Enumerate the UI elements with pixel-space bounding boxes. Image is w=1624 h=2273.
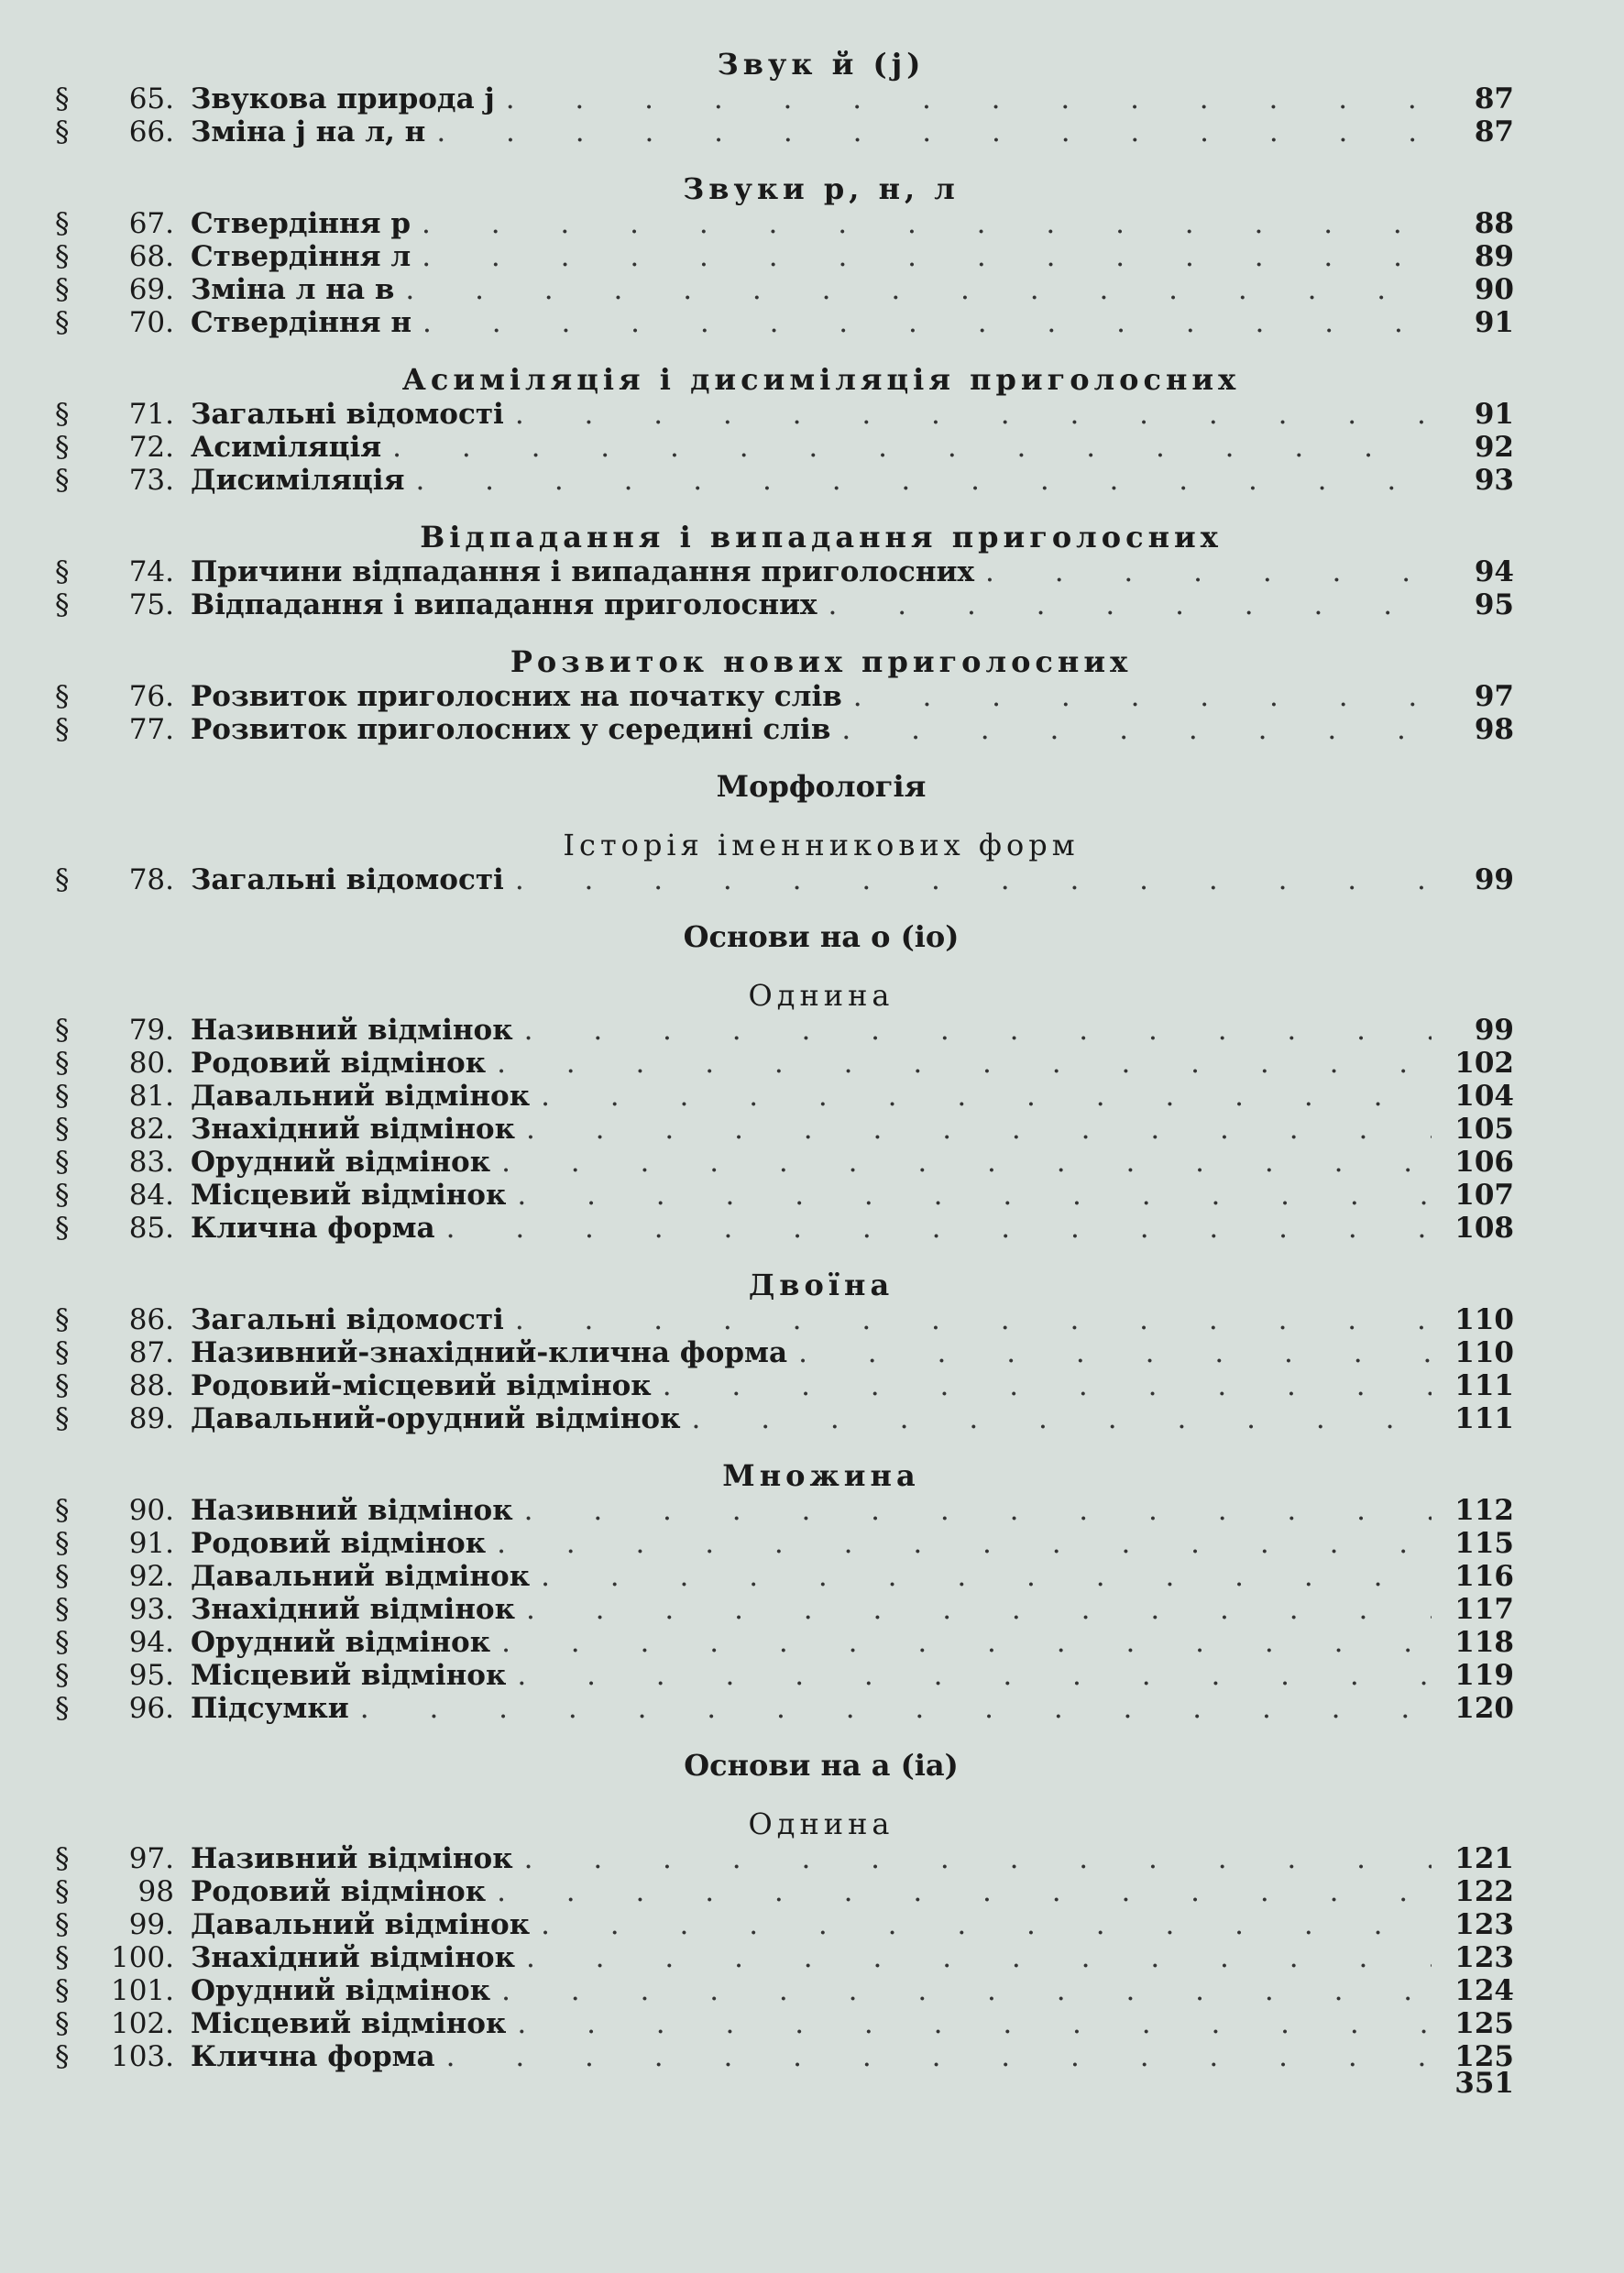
entry-title: Зміна j на л, н	[191, 115, 426, 148]
entry-title: Місцевий відмінок	[191, 2007, 507, 2040]
entry-title: Місцевий відмінок	[191, 1659, 507, 1692]
entry-number: 90.	[128, 1494, 174, 1527]
section-sign: §	[55, 1336, 70, 1369]
entry-number: 72.	[128, 431, 174, 464]
toc-entry	[55, 1402, 1514, 1435]
entry-page: 95	[1474, 588, 1514, 621]
dot-leader	[526, 1593, 1432, 1626]
section-heading: Однина	[748, 1806, 894, 1841]
entry-title: Кличнa форма	[191, 1212, 435, 1245]
entry-number: 84.	[128, 1179, 174, 1212]
entry-title: Називний відмінок	[191, 1014, 513, 1047]
toc-entry	[55, 1146, 1514, 1179]
entry-page: 92	[1474, 431, 1514, 464]
entry-number: 86.	[128, 1303, 174, 1336]
entry-page: 121	[1454, 1842, 1514, 1875]
dot-leader	[360, 1692, 1432, 1725]
section-sign: §	[55, 588, 70, 621]
entry-number: 65.	[128, 82, 174, 115]
toc-entry	[55, 1941, 1514, 1974]
entry-page: 122	[1454, 1875, 1514, 1908]
toc-entry	[55, 464, 1514, 497]
section-heading: Звуки р, н, л	[683, 171, 960, 206]
entry-number: 71.	[128, 398, 174, 431]
entry-title: Давальний відмінок	[191, 1080, 531, 1113]
entry-number: 79.	[128, 1014, 174, 1047]
dot-leader	[541, 1908, 1432, 1941]
toc-entry	[55, 1659, 1514, 1692]
entry-page: 107	[1454, 1179, 1514, 1212]
dot-leader	[524, 1494, 1432, 1527]
toc-entry	[55, 1527, 1514, 1560]
entry-title: Давальний-орудний відмінок	[191, 1402, 681, 1435]
entry-page: 102	[1454, 1047, 1514, 1080]
entry-page: 118	[1454, 1626, 1514, 1659]
section-sign: §	[55, 1974, 70, 2007]
toc-entry	[55, 1875, 1514, 1908]
toc-entry	[55, 555, 1514, 588]
toc-entry	[55, 240, 1514, 273]
toc-entry	[55, 398, 1514, 431]
toc-entry	[55, 1560, 1514, 1593]
dot-leader	[517, 1179, 1432, 1212]
section-sign: §	[55, 207, 70, 240]
entry-number: 97.	[128, 1842, 174, 1875]
toc-entry	[55, 82, 1514, 115]
entry-title: Знахідний відмінок	[191, 1941, 515, 1974]
section-sign: §	[55, 1659, 70, 1692]
section-sign: §	[55, 398, 70, 431]
dot-leader	[853, 680, 1432, 713]
section-sign: §	[55, 1593, 70, 1626]
section-heading: Основи на а (іа)	[684, 1748, 959, 1783]
dot-leader	[436, 115, 1432, 148]
dot-leader	[422, 240, 1432, 273]
section-sign: §	[55, 2040, 70, 2073]
dot-leader	[446, 2040, 1432, 2073]
entry-number: 89.	[128, 1402, 174, 1435]
section-sign: §	[55, 1179, 70, 1212]
section-sign: §	[55, 240, 70, 273]
page-number: 351	[1454, 2067, 1514, 2100]
toc-entry	[55, 1113, 1514, 1146]
toc-entry	[55, 1842, 1514, 1875]
toc-entry	[55, 1336, 1514, 1369]
entry-title: Знахідний відмінок	[191, 1113, 515, 1146]
entry-page: 94	[1474, 555, 1514, 588]
entry-page: 104	[1454, 1080, 1514, 1113]
entry-page: 93	[1474, 464, 1514, 497]
entry-number: 78.	[128, 863, 174, 896]
entry-title: Звукова природа j	[191, 82, 495, 115]
entry-number: 99.	[128, 1908, 174, 1941]
dot-leader	[446, 1212, 1432, 1245]
entry-number: 96.	[128, 1692, 174, 1725]
section-sign: §	[55, 306, 70, 339]
section-heading: Двоїна	[748, 1268, 894, 1302]
entry-number: 102.	[110, 2007, 174, 2040]
entry-number: 73.	[128, 464, 174, 497]
toc-entry	[55, 1908, 1514, 1941]
entry-number: 68.	[128, 240, 174, 273]
entry-number: 101.	[110, 1974, 174, 2007]
entry-title: Підсумки	[191, 1692, 349, 1725]
section-sign: §	[55, 555, 70, 588]
section-sign: §	[55, 1908, 70, 1941]
entry-title: Давальний відмінок	[191, 1560, 531, 1593]
entry-number: 77.	[128, 713, 174, 746]
entry-page: 120	[1454, 1692, 1514, 1725]
entry-number: 98	[137, 1875, 174, 1908]
toc-entry	[55, 1369, 1514, 1402]
section-sign: §	[55, 273, 70, 306]
section-sign: §	[55, 2007, 70, 2040]
entry-title: Орудний відмінок	[191, 1146, 491, 1179]
entry-page: 125	[1454, 2040, 1514, 2073]
dot-leader	[828, 588, 1432, 621]
entry-page: 105	[1454, 1113, 1514, 1146]
toc-entry	[55, 1212, 1514, 1245]
dot-leader	[691, 1402, 1432, 1435]
entry-title: Загальні відомості	[191, 398, 504, 431]
dot-leader	[841, 713, 1432, 746]
section-sign: §	[55, 713, 70, 746]
section-heading: Основи на о (іо)	[683, 919, 960, 954]
entry-page: 108	[1454, 1212, 1514, 1245]
toc-entry	[55, 306, 1514, 339]
dot-leader	[515, 1303, 1432, 1336]
entry-title: Відпадання і випадання приголосних	[191, 588, 817, 621]
entry-title: Родовий відмінок	[191, 1527, 487, 1560]
section-sign: §	[55, 464, 70, 497]
entry-number: 66.	[128, 115, 174, 148]
section-sign: §	[55, 1303, 70, 1336]
dot-leader	[506, 82, 1432, 115]
entry-title: Родовий відмінок	[191, 1047, 487, 1080]
entry-number: 95.	[128, 1659, 174, 1692]
toc-entry	[55, 1494, 1514, 1527]
entry-title: Ствердіння р	[191, 207, 411, 240]
toc-entry	[55, 1080, 1514, 1113]
section-sign: §	[55, 1014, 70, 1047]
entry-page: 110	[1454, 1303, 1514, 1336]
entry-page: 123	[1454, 1941, 1514, 1974]
section-sign: §	[55, 1692, 70, 1725]
entry-page: 87	[1474, 82, 1514, 115]
entry-page: 124	[1454, 1974, 1514, 2007]
section-sign: §	[55, 1146, 70, 1179]
section-sign: §	[55, 1080, 70, 1113]
entry-title: Родовий відмінок	[191, 1875, 487, 1908]
entry-number: 80.	[128, 1047, 174, 1080]
section-sign: §	[55, 680, 70, 713]
entry-number: 81.	[128, 1080, 174, 1113]
entry-number: 76.	[128, 680, 174, 713]
section-heading: Морфологія	[716, 769, 927, 804]
entry-number: 100.	[110, 1941, 174, 1974]
entry-page: 125	[1454, 2007, 1514, 2040]
dot-leader	[526, 1113, 1432, 1146]
entry-number: 91.	[128, 1527, 174, 1560]
entry-number: 87.	[128, 1336, 174, 1369]
entry-page: 106	[1454, 1146, 1514, 1179]
entry-title: Називний-знахідний-клична форма	[191, 1336, 788, 1369]
dot-leader	[497, 1047, 1432, 1080]
section-sign: §	[55, 82, 70, 115]
dot-leader	[501, 1146, 1432, 1179]
section-heading: Розвиток нових приголосних	[510, 644, 1133, 679]
section-sign: §	[55, 1113, 70, 1146]
entry-number: 69.	[128, 273, 174, 306]
dot-leader	[526, 1941, 1432, 1974]
entry-title: Розвиток приголосних у середині слів	[191, 713, 831, 746]
entry-page: 98	[1474, 713, 1514, 746]
entry-page: 112	[1454, 1494, 1514, 1527]
entry-page: 110	[1454, 1336, 1514, 1369]
entry-page: 117	[1454, 1593, 1514, 1626]
section-sign: §	[55, 1842, 70, 1875]
entry-page: 119	[1454, 1659, 1514, 1692]
dot-leader	[515, 863, 1432, 896]
toc-entry	[55, 207, 1514, 240]
entry-page: 115	[1454, 1527, 1514, 1560]
dot-leader	[524, 1842, 1432, 1875]
dot-leader	[517, 1659, 1432, 1692]
section-sign: §	[55, 1941, 70, 1974]
dot-leader	[415, 464, 1432, 497]
entry-number: 82.	[128, 1113, 174, 1146]
entry-title: Ствердіння н	[191, 306, 412, 339]
entry-page: 90	[1474, 273, 1514, 306]
entry-page: 116	[1454, 1560, 1514, 1593]
toc-entry	[55, 588, 1514, 621]
entry-title: Давальний відмінок	[191, 1908, 531, 1941]
entry-page: 91	[1474, 398, 1514, 431]
entry-title: Загальні відомості	[191, 863, 504, 896]
section-heading: Однина	[748, 978, 894, 1013]
toc-entry	[55, 863, 1514, 896]
toc-entry	[55, 115, 1514, 148]
entry-title: Зміна л на в	[191, 273, 395, 306]
toc-entry	[55, 431, 1514, 464]
dot-leader	[422, 207, 1432, 240]
entry-title: Орудний відмінок	[191, 1626, 491, 1659]
dot-leader	[524, 1014, 1432, 1047]
dot-leader	[798, 1336, 1432, 1369]
section-sign: §	[55, 1875, 70, 1908]
entry-number: 93.	[128, 1593, 174, 1626]
entry-title: Називний відмінок	[191, 1494, 513, 1527]
toc-entry	[55, 273, 1514, 306]
entry-title: Кличнa форма	[191, 2040, 435, 2073]
dot-leader	[422, 306, 1432, 339]
toc-entry	[55, 1692, 1514, 1725]
dot-leader	[541, 1560, 1432, 1593]
dot-leader	[497, 1527, 1432, 1560]
entry-page: 97	[1474, 680, 1514, 713]
dot-leader	[663, 1369, 1432, 1402]
entry-page: 99	[1474, 1014, 1514, 1047]
entry-number: 83.	[128, 1146, 174, 1179]
dot-leader	[501, 1626, 1432, 1659]
entry-page: 91	[1474, 306, 1514, 339]
entry-title: Розвиток приголосних на початку слів	[191, 680, 842, 713]
section-sign: §	[55, 1047, 70, 1080]
dot-leader	[392, 431, 1432, 464]
entry-title: Місцевий відмінок	[191, 1179, 507, 1212]
toc-entry	[55, 2040, 1514, 2073]
toc-entry	[55, 1626, 1514, 1659]
section-sign: §	[55, 863, 70, 896]
section-sign: §	[55, 1527, 70, 1560]
toc-entry	[55, 1303, 1514, 1336]
section-heading: Множина	[722, 1458, 920, 1493]
toc-entry	[55, 1974, 1514, 2007]
entry-title: Орудний відмінок	[191, 1974, 491, 2007]
entry-page: 87	[1474, 115, 1514, 148]
toc-entry	[55, 1593, 1514, 1626]
dot-leader	[985, 555, 1432, 588]
entry-number: 70.	[128, 306, 174, 339]
entry-page: 111	[1454, 1369, 1514, 1402]
entry-page: 99	[1474, 863, 1514, 896]
entry-number: 85.	[128, 1212, 174, 1245]
entry-title: Причини відпадання і випадання приголосних	[191, 555, 974, 588]
entry-number: 103.	[110, 2040, 174, 2073]
dot-leader	[497, 1875, 1432, 1908]
section-sign: §	[55, 1626, 70, 1659]
section-sign: §	[55, 1212, 70, 1245]
entry-page: 89	[1474, 240, 1514, 273]
toc-entry	[55, 1047, 1514, 1080]
entry-page: 111	[1454, 1402, 1514, 1435]
entry-page: 123	[1454, 1908, 1514, 1941]
dot-leader	[515, 398, 1432, 431]
dot-leader	[501, 1974, 1432, 2007]
section-heading: Відпадання і випадання приголосних	[420, 520, 1223, 555]
entry-title: Родовий-місцевий відмінок	[191, 1369, 652, 1402]
entry-number: 88.	[128, 1369, 174, 1402]
toc-entry	[55, 1014, 1514, 1047]
section-sign: §	[55, 1560, 70, 1593]
dot-leader	[541, 1080, 1432, 1113]
entry-number: 92.	[128, 1560, 174, 1593]
entry-title: Ствердіння л	[191, 240, 411, 273]
section-heading: Звук й (j)	[717, 47, 926, 82]
section-sign: §	[55, 1402, 70, 1435]
section-sign: §	[55, 431, 70, 464]
toc-entry	[55, 680, 1514, 713]
entry-number: 67.	[128, 207, 174, 240]
section-sign: §	[55, 115, 70, 148]
section-sign: §	[55, 1494, 70, 1527]
section-heading: Історія іменникових форм	[563, 828, 1080, 862]
dot-leader	[405, 273, 1432, 306]
section-heading: Асиміляція і дисиміляція приголосних	[401, 362, 1241, 397]
entry-title: Називний відмінок	[191, 1842, 513, 1875]
entry-number: 75.	[128, 588, 174, 621]
entry-title: Загальні відомості	[191, 1303, 504, 1336]
entry-title: Знахідний відмінок	[191, 1593, 515, 1626]
toc-entry	[55, 2007, 1514, 2040]
toc-entry	[55, 713, 1514, 746]
entry-number: 94.	[128, 1626, 174, 1659]
entry-title: Дисиміляція	[191, 464, 405, 497]
table-of-contents	[55, 46, 1514, 2073]
entry-page: 88	[1474, 207, 1514, 240]
toc-entry	[55, 1179, 1514, 1212]
dot-leader	[517, 2007, 1432, 2040]
section-sign: §	[55, 1369, 70, 1402]
entry-title: Асиміляція	[191, 431, 382, 464]
entry-number: 74.	[128, 555, 174, 588]
